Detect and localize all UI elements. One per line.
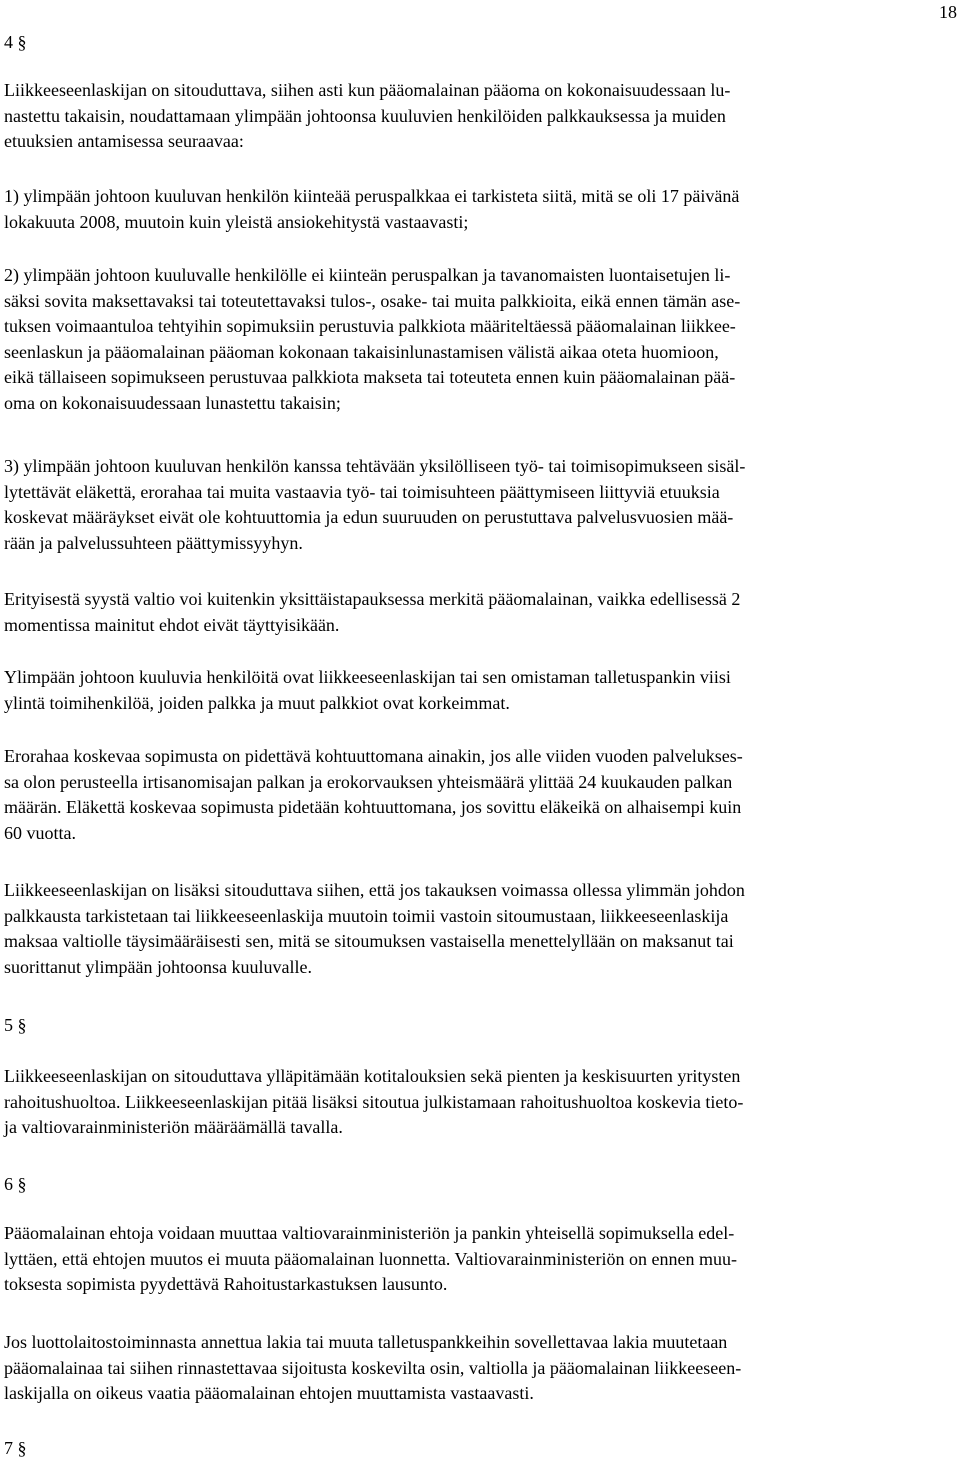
text-line: sa olon perusteella irtisanomisajan palkan ja erokorvauksen yhteismäärä ylittää 24 kuukauden palkan: [4, 771, 733, 792]
section-heading-7: 7 §: [4, 1438, 27, 1458]
text-line: Liikkeeseenlaskijan on sitouduttava, siihen asti kun pääomalainan pääoma on kokonaisuudessaan lu-: [4, 80, 731, 100]
text-line: Ylimpään johtoon kuuluvia henkilöitä ovat liikkeeseenlaskijan tai sen omistaman talletuspankin viisi: [4, 667, 731, 687]
paragraph: [4, 454, 954, 556]
page-number: 18: [939, 2, 957, 22]
paragraph: [4, 1064, 954, 1141]
text-line: koskevat määräykset eivät ole kohtuuttomia ja edun suuruuden on perustuttava palvelusvuosien mää-: [4, 507, 734, 527]
text-line: säksi sovita maksettavaksi tai toteutettavaksi tulos-, osake- tai muita palkkioita, eikä ennen tämän ase-: [4, 290, 741, 311]
text-line: pääomalainaa tai siihen rinnastettavaa sijoitusta koskevilta osin, valtiolla ja pääomalainan liikkeeseen-: [4, 1357, 742, 1378]
paragraph: [4, 184, 954, 235]
text-line: Pääomalainan ehtoja voidaan muuttaa valtiovarainministeriön ja pankin yhteisellä sopimuksella edel-: [4, 1223, 735, 1243]
section-heading-5: 5 §: [4, 1015, 27, 1035]
text-line: palkkausta tarkistetaan tai liikkeeseenlaskija muutoin toimii vastoin sitoumustaan, liikkeeseenlaskija: [4, 905, 729, 926]
paragraph: [4, 1221, 954, 1298]
text-line: lyttäen, että ehtojen muutos ei muuta pääomalainan luonnetta. Valtiovarainministeriön on ennen muu-: [4, 1248, 737, 1269]
text-line: eikä tällaiseen sopimukseen perustuvaa palkkiota makseta tai toteuteta ennen kuin pääomalainan pää-: [4, 367, 736, 387]
text-line: määrän. Eläkettä koskevaa sopimusta pidetään kohtuuttomana, jos sovittu eläkeikä on alhaisempi kuin: [4, 797, 742, 817]
text-line: 2) ylimpään johtoon kuuluvalle henkilölle ei kiinteän peruspalkan ja tavanomaisten luontaisetujen li-: [4, 265, 731, 285]
text-line: Erityisestä syystä valtio voi kuitenkin yksittäistapauksessa merkitä pääomalainan, vaikka edellisessä 2: [4, 589, 741, 609]
text-line: etuuksien antamisessa seuraavaa:: [4, 131, 244, 151]
text-line: 1) ylimpään johtoon kuuluvan henkilön kiinteää peruspalkkaa ei tarkisteta siitä, mitä se oli 17 päivänä: [4, 186, 740, 206]
text-line: Liikkeeseenlaskijan on lisäksi sitouduttava siihen, että jos takauksen voimassa ollessa ylimmän johdon: [4, 880, 745, 900]
paragraph: [4, 744, 954, 846]
text-line: 3) ylimpään johtoon kuuluvan henkilön kanssa tehtävään yksilölliseen työ- tai toimisopimukseen sisäl-: [4, 456, 746, 476]
text-line: tuksen voimaantuloa tehtyihin sopimuksiin perustuvia palkkiota määriteltäessä pääomalainan liikkee-: [4, 316, 736, 336]
text-line: 60 vuotta.: [4, 822, 76, 843]
text-line: Jos luottolaitostoiminnasta annettua lakia tai muuta talletuspankkeihin sovellettavaa lakia muutetaan: [4, 1332, 728, 1352]
text-line: ja valtiovarainministeriön määräämällä tavalla.: [4, 1117, 343, 1137]
text-line: laskijalla on oikeus vaatia pääomalainan ehtojen muuttamista vastaavasti.: [4, 1383, 534, 1403]
text-line: momentissa mainitut ehdot eivät täyttyisikään.: [4, 614, 340, 635]
text-line: Liikkeeseenlaskijan on sitouduttava ylläpitämään kotitalouksien sekä pienten ja keskisuurten yritysten: [4, 1066, 741, 1086]
text-line: toksesta sopimista pyydettävä Rahoitustarkastuksen lausunto.: [4, 1274, 448, 1294]
text-line: Erorahaa koskevaa sopimusta on pidettävä kohtuuttomana ainakin, jos alle viiden vuoden palvelukses-: [4, 746, 743, 766]
paragraph: [4, 665, 954, 716]
text-line: seenlaskun ja pääomalainan pääoman kokonaan takaisinlunastamisen välistä aikaa oteta huomioon,: [4, 341, 719, 362]
text-line: lokakuuta 2008, muutoin kuin yleistä ansiokehitystä vastaavasti;: [4, 211, 469, 232]
text-line: rään ja palvelussuhteen päättymissyyhyn.: [4, 532, 303, 553]
text-line: oma on kokonaisuudessaan lunastettu takaisin;: [4, 392, 341, 413]
section-heading-6: 6 §: [4, 1174, 27, 1194]
text-line: ylintä toimihenkilöä, joiden palkka ja muut palkkiot ovat korkeimmat.: [4, 692, 510, 713]
paragraph: [4, 78, 954, 155]
paragraph: [4, 878, 954, 980]
section-heading-4: 4 §: [4, 32, 27, 52]
text-line: nastettu takaisin, noudattamaan ylimpään johtoonsa kuuluvien henkilöiden palkkauksessa ja muiden: [4, 105, 726, 126]
text-line: suorittanut ylimpään johtoonsa kuuluvalle.: [4, 956, 312, 977]
text-line: rahoitushuoltoa. Liikkeeseenlaskijan pitää lisäksi sitoutua julkistamaan rahoitushuoltoa koskevia tieto-: [4, 1091, 744, 1112]
text-line: maksaa valtiolle täysimääräisesti sen, mitä se sitoumuksen vastaisella menettelyllään on maksanut tai: [4, 931, 734, 951]
paragraph: [4, 263, 954, 416]
paragraph: [4, 1330, 954, 1407]
text-line: lytettävät eläkettä, erorahaa tai muita vastaavia työ- tai toimisuhteen päättymiseen liittyviä etuuksia: [4, 481, 720, 502]
paragraph: [4, 587, 954, 638]
